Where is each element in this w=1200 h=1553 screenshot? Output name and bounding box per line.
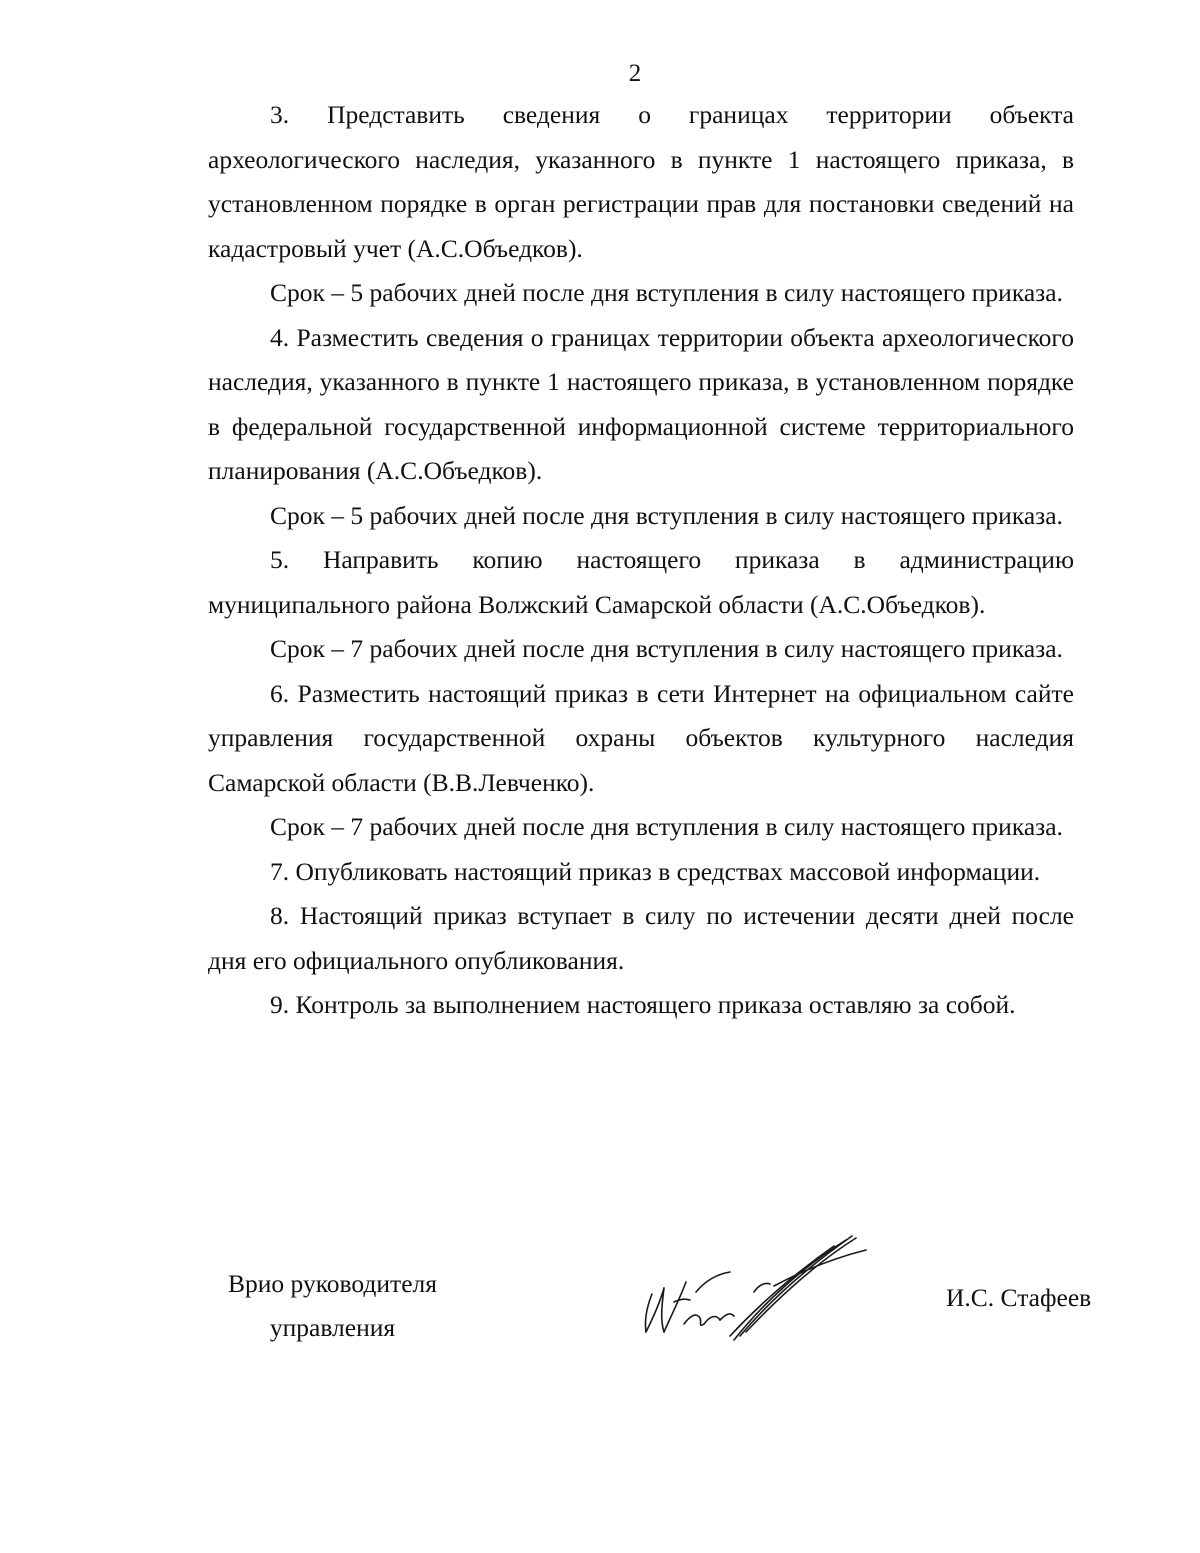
- document-body: [208, 93, 1074, 1028]
- paragraph-item-7: 7. Опубликовать настоящий приказ в средствах массовой информации.: [270, 856, 1041, 886]
- page-number: 2: [628, 60, 642, 87]
- paragraph-item-6: 6. Разместить настоящий приказ в сети Интернет на официальном сайте управления государственной охраны объектов культурного наследия Самарской области (В.В.Левченко).: [208, 678, 1074, 797]
- paragraph-item-8: 8. Настоящий приказ вступает в силу по истечении десяти дней после дня его официального опубликования.: [208, 901, 1074, 975]
- paragraph-item-9: 9. Контроль за выполнением настоящего приказа оставляю за собой.: [270, 990, 1016, 1019]
- signatory-position: [215, 1262, 450, 1350]
- handwritten-signature: [634, 1232, 874, 1352]
- paragraph-item-3: 3. Представить сведения о границах территории объекта археологического наследия, указанного в пункте 1 настоящего приказа, в установленном порядке в орган регистрации прав для постановки сведений на кадастровый учет (А.С.Объедков).: [208, 100, 1074, 263]
- paragraph-item-5: 5. Направить копию настоящего приказа в администрацию муниципального района Волжский Самарской области (А.С.Объедков).: [208, 545, 1074, 619]
- signatory-position-line1: Врио руководителя: [228, 1269, 437, 1298]
- paragraph-deadline-5: Срок – 7 рабочих дней после дня вступления в силу настоящего приказа.: [270, 634, 1063, 663]
- paragraph-deadline-6: Срок – 7 рабочих дней после дня вступления в силу настоящего приказа.: [270, 812, 1063, 841]
- paragraph-item-4: 4. Разместить сведения о границах территории объекта археологического наследия, указанного в пункте 1 настоящего приказа, в установленном порядке в федеральной государственной информационной системе территориального планирования (А.С.Объедков).: [208, 322, 1074, 485]
- signatory-position-line2: управления: [269, 1313, 396, 1342]
- paragraph-deadline-4: Срок – 5 рабочих дней после дня вступления в силу настоящего приказа.: [270, 500, 1063, 530]
- signatory-name: И.С. Стафеев: [946, 1283, 1092, 1312]
- paragraph-deadline-3: Срок – 5 рабочих дней после дня вступления в силу настоящего приказа.: [270, 278, 1063, 307]
